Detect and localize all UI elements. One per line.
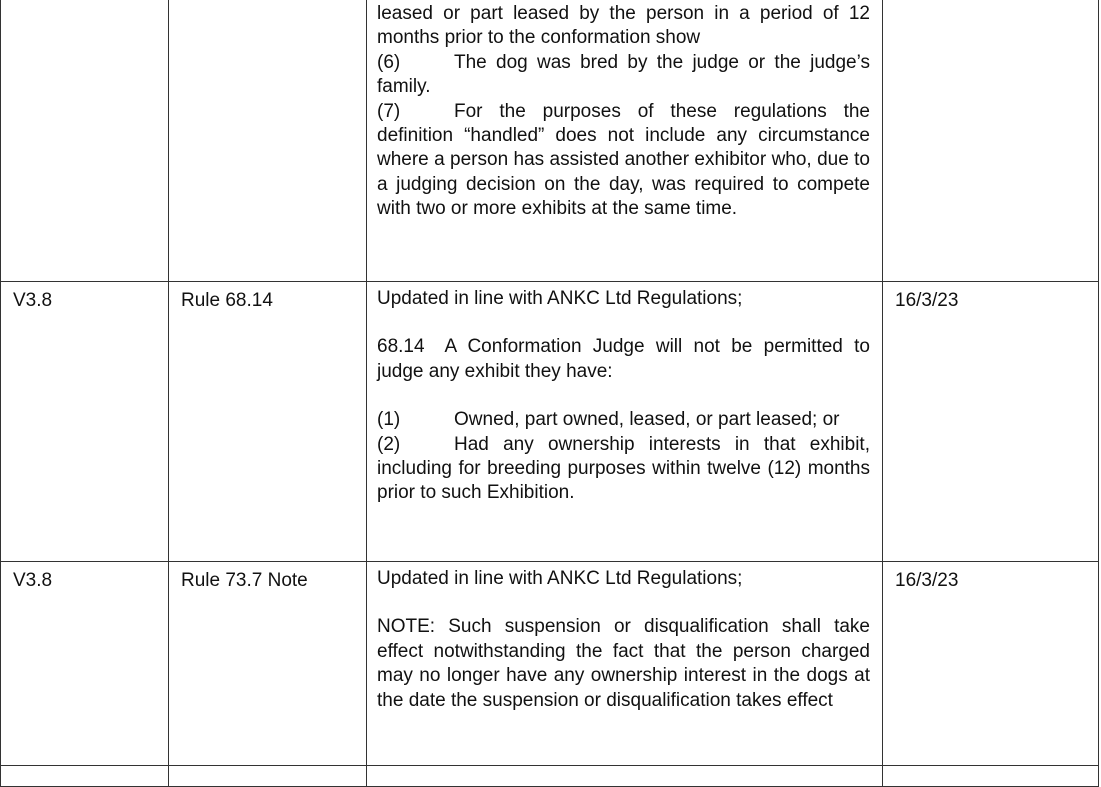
clause-text: The dog was bred by the judge or the judge’s family. (377, 51, 870, 98)
item-text: Had any ownership interests in that exhibit, including for breeding purposes within twelve (12) months prior to such Exhibition. (377, 433, 870, 504)
date-cell: 16/3/23 (883, 282, 1099, 562)
table-row (1, 0, 1099, 282)
change-intro: Updated in line with ANKC Ltd Regulations; (377, 288, 743, 309)
version-cell: V3.8 (1, 282, 169, 562)
item-1 (377, 408, 870, 432)
item-2 (377, 433, 870, 506)
clause-number: (6) (377, 51, 401, 73)
rule-cell: Rule 73.7 Note (169, 562, 367, 766)
clause-6 (377, 51, 870, 100)
clause-number: 68.14 (377, 336, 425, 358)
version-cell (1, 766, 169, 787)
note-text: NOTE: Such suspension or disqualification shall take effect notwithstanding the fact that the person charged may no longer have any ownership interest in the dogs at the date the suspension or disqualification takes effect (377, 616, 870, 711)
rule-cell: Rule 68.14 (169, 282, 367, 562)
rule-cell (169, 766, 367, 787)
clause-text: A Conformation Judge will not be permitted to judge any exhibit they have: (377, 336, 870, 382)
date-cell (883, 0, 1099, 282)
clause-text: For the purposes of these regulations the definition “handled” does not include any circumstance where a person has assisted another exhibitor who, due to a judging decision on the day, was required to compete with two or more exhibits at the same time. (377, 100, 870, 220)
clause-number: (7) (377, 100, 401, 122)
change-intro: Updated in line with ANKC Ltd Regulations; (377, 568, 743, 589)
change-description-cell (367, 766, 883, 787)
table-row (1, 282, 1099, 562)
change-description-cell (367, 562, 883, 766)
date-cell: 16/3/23 (883, 562, 1099, 766)
table-row (1, 562, 1099, 766)
table-row (1, 766, 1099, 787)
item-number: (2) (377, 433, 401, 455)
clause-7 (377, 100, 870, 222)
continued-text: leased or part leased by the person in a period of 12 months prior to the conformation show (377, 3, 870, 49)
version-cell: V3.8 (1, 562, 169, 766)
clause-68-14 (377, 335, 870, 384)
change-description-cell (367, 282, 883, 562)
change-description-cell (367, 0, 883, 282)
version-cell (1, 0, 169, 282)
rule-cell (169, 0, 367, 282)
item-text: Owned, part owned, leased, or part leased; or (454, 409, 840, 431)
date-cell (883, 766, 1099, 787)
item-number: (1) (377, 409, 401, 431)
